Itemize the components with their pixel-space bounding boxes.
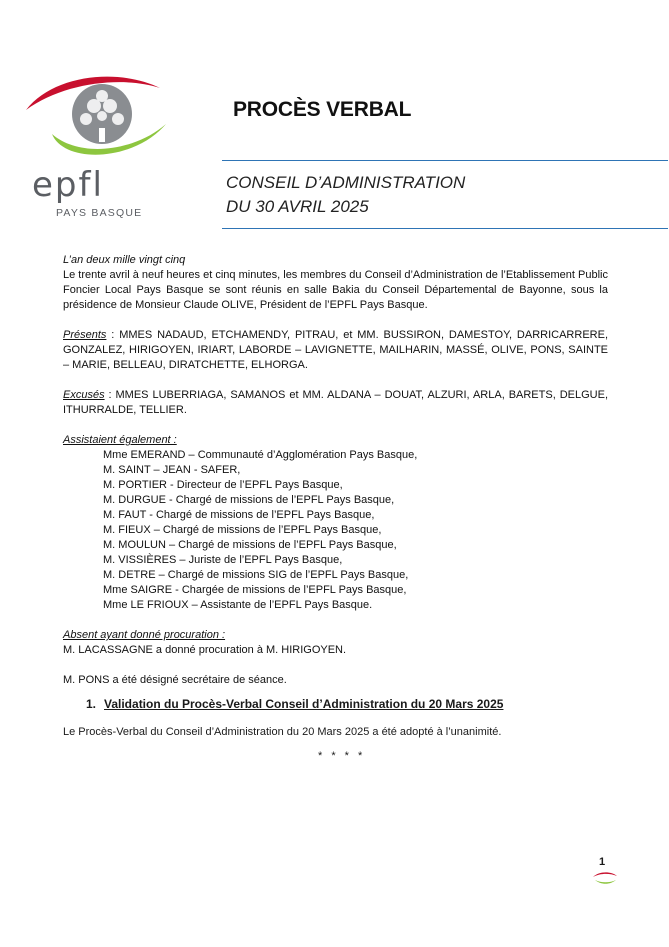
list-item: M. DETRE – Chargé de missions SIG de l’EPFL Pays Basque, [103,569,409,581]
page-title: PROCÈS VERBAL [233,98,412,121]
excuses-list: : MMES LUBERRIAGA, SAMANOS et MM. ALDANA – DOUAT, ALZURI, ARLA, BARETS, DELGUE, ITHURRALDE, TELLIER. [63,389,608,416]
list-item: M. PORTIER - Directeur de l’EPFL Pays Basque, [103,479,343,491]
page-number: 1 [599,856,606,868]
header-rule-top [222,160,668,161]
absent-label: Absent ayant donné procuration : [63,629,226,641]
meeting-date: DU 30 AVRIL 2025 [226,197,369,216]
list-item: M. MOULUN – Chargé de missions de l’EPFL Pays Basque, [103,539,397,551]
presents-list: : MMES NADAUD, ETCHAMENDY, PITRAU, et MM. BUSSIRON, DAMESTOY, DARRICARRERE, GONZALEZ, HIRIGOYEN, IRIART, LABORDE – LAVIGNETTE, MAILHARIN, MASSÉ, OLIVE, PONS, SAINTE – MARIE, BELLEAU, DIRATCHETTE, ELHORGA. [63,329,608,371]
list-item: M. FAUT - Chargé de missions de l’EPFL Pays Basque, [103,509,375,521]
list-item: Mme SAIGRE - Chargée de missions de l’EPFL Pays Basque, [103,584,407,596]
tree-icon [72,84,132,144]
separator: * * * * [318,750,366,762]
section-1-heading [86,697,503,711]
meeting-title: CONSEIL D’ADMINISTRATION [226,173,466,192]
list-item: M. SAINT – JEAN - SAFER, [103,464,241,476]
absent-text: M. LACASSAGNE a donné procuration à M. HIRIGOYEN. [63,644,347,656]
header-rule-bottom [222,228,668,229]
list-item: Mme EMERAND – Communauté d’Agglomération Pays Basque, [103,449,418,461]
list-item: Mme LE FRIOUX – Assistante de l’EPFL Pays Basque. [103,599,373,611]
assistants-label: Assistaient également : [63,434,177,446]
list-item: M. FIEUX – Chargé de missions de l’EPFL Pays Basque, [103,524,382,536]
assistants-list [63,448,608,613]
secretary-text: M. PONS a été désigné secrétaire de séance. [63,674,287,686]
section-1-number: 1. [86,697,97,711]
list-item: M. DURGUE - Chargé de missions de l’EPFL Pays Basque, [103,494,395,506]
epfl-logo-emblem [24,66,174,176]
list-item: M. VISSIÈRES – Juriste de l’EPFL Pays Basque, [103,554,343,566]
presents-paragraph [63,328,608,373]
footer-logo-mark [592,870,618,891]
section-1-text: Le Procès-Verbal du Conseil d’Administration du 20 Mars 2025 a été adopté à l’unanimité. [63,726,502,738]
logo-wordmark: epfl [32,165,104,205]
presents-label: Présents [63,329,107,341]
intro-paragraph: Le trente avril à neuf heures et cinq minutes, les membres du Conseil d’Administration de l’Etablissement Public Foncier Local Pays Basque se sont réunis en salle Bakia du Conseil Départemental de Bayonne, sous la présidence de Monsieur Claude OLIVE, Président de l’EPFL Pays Basque. [63,269,608,311]
date-heading: L’an deux mille vingt cinq [63,254,186,266]
section-1-title: Validation du Procès-Verbal Conseil d’Administration du 20 Mars 2025 [104,697,504,711]
logo-subtitle: PAYS BASQUE [56,207,143,219]
footer-arc-icon [592,870,618,886]
document-body [63,253,608,688]
excuses-label: Excusés [63,389,105,401]
excuses-paragraph [63,388,608,418]
